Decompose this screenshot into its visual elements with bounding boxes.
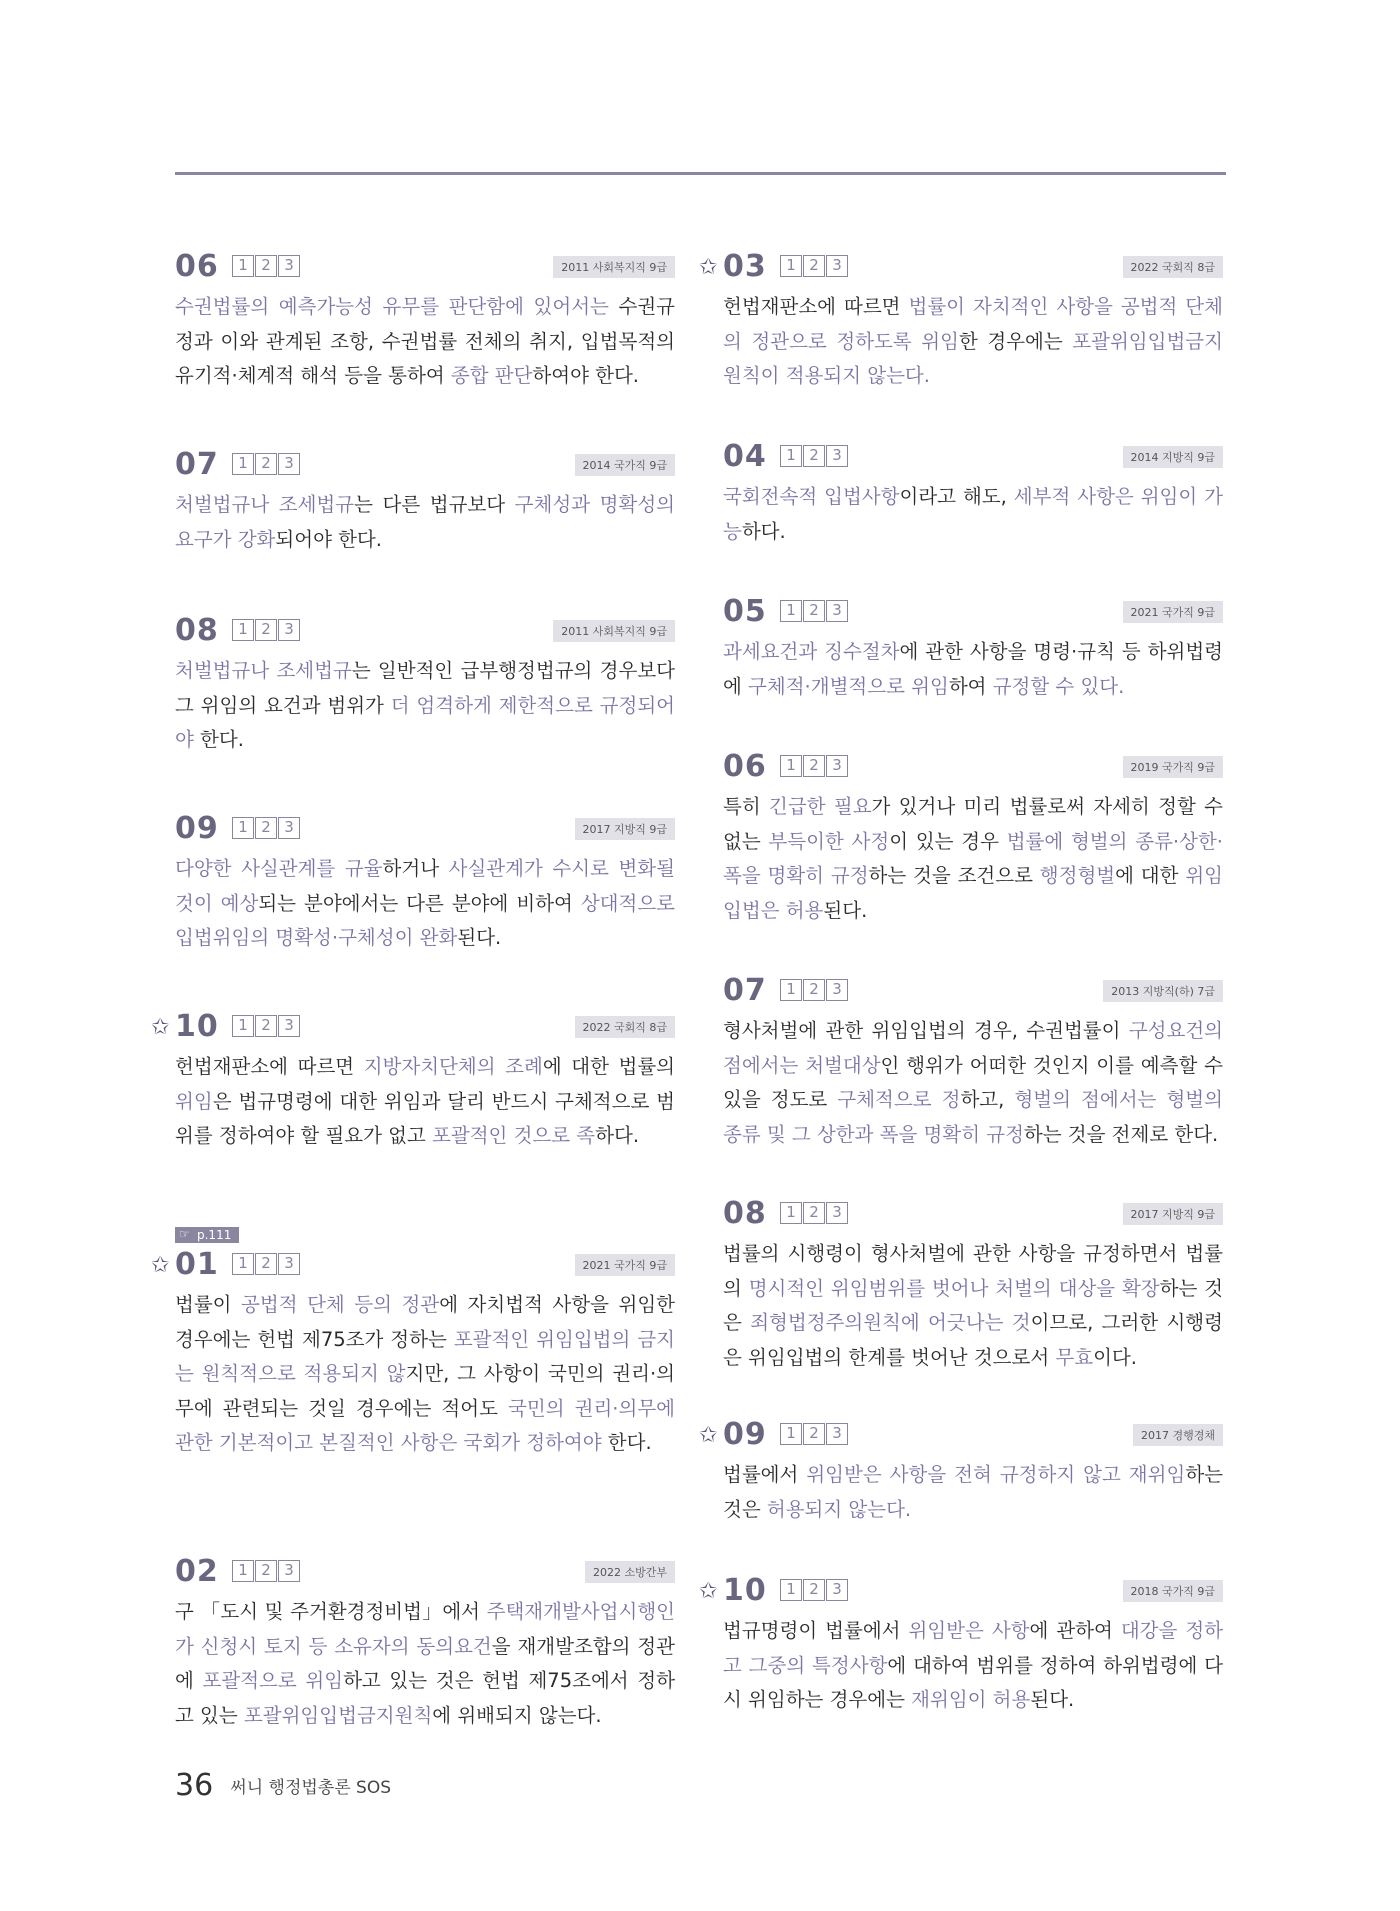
statement-text: 이다. xyxy=(1093,1345,1137,1369)
highlighted-text: 세부적 사항은 위임이 가능 xyxy=(723,485,1224,543)
question-number: 08 xyxy=(723,1196,767,1231)
highlighted-text: 재위임이 허용 xyxy=(911,1688,1031,1711)
exam-source-badge: 2021 국가직 9급 xyxy=(1123,601,1224,623)
exam-source-badge: 2022 국회직 8급 xyxy=(575,1016,676,1038)
question-item xyxy=(175,448,675,557)
highlighted-text: 형벌의 점에서는 형벌의 종류 및 그 상한과 폭을 명확히 규정 xyxy=(723,1088,1223,1146)
question-header xyxy=(723,750,1223,784)
question-header xyxy=(723,974,1223,1008)
statement-text: 하고 있는 것은 헌법 제75조에서 정하고 있는 xyxy=(175,1669,675,1727)
review-checkbox[interactable]: 1 xyxy=(232,1253,254,1275)
review-checkbox[interactable]: 3 xyxy=(278,1253,300,1275)
highlighted-text: 포괄위임입법금지원칙 xyxy=(243,1703,433,1727)
statement-text: 하는 것은 xyxy=(723,1463,1224,1521)
statement-text: 에 대한 법률의 xyxy=(542,1055,676,1078)
review-checkboxes[interactable] xyxy=(232,1015,300,1037)
question-number: 07 xyxy=(175,447,219,482)
page-footer xyxy=(175,1768,391,1803)
question-header xyxy=(723,440,1223,474)
highlighted-text: 구체적·개별적으로 위임 xyxy=(748,674,949,698)
review-checkbox[interactable]: 1 xyxy=(232,255,254,277)
statement-text: 된다. xyxy=(457,926,502,949)
highlighted-text: 국회전속적 입법사항 xyxy=(723,485,900,508)
review-checkbox[interactable]: 1 xyxy=(232,1560,254,1582)
highlighted-text: 무효 xyxy=(1055,1345,1094,1369)
review-checkbox[interactable]: 1 xyxy=(780,1423,802,1445)
question-item xyxy=(699,1417,1224,1527)
highlighted-text: 죄형법정주의원칙에 어긋나는 것 xyxy=(750,1311,1031,1334)
question-number: 10 xyxy=(723,1573,767,1608)
statement-text: 가 있거나 미리 법률로써 자세히 정할 수 없는 xyxy=(723,795,1223,853)
highlighted-text: 포괄적으로 위임 xyxy=(202,1669,344,1692)
highlighted-text: 명시적인 위임범위를 벗어나 처벌의 대상을 확장 xyxy=(748,1276,1160,1300)
review-checkbox[interactable]: 1 xyxy=(780,1579,802,1601)
highlighted-text: 주택재개발사업시행인가 신청시 토지 등 소유자의 동의요건 xyxy=(175,1600,675,1658)
review-checkboxes[interactable] xyxy=(780,755,848,777)
review-checkbox[interactable]: 1 xyxy=(232,1015,254,1037)
question-item xyxy=(151,1009,676,1154)
statement-text: 하거나 xyxy=(382,857,449,880)
review-checkboxes[interactable] xyxy=(232,1253,300,1275)
exam-source-badge: 2022 소방간부 xyxy=(585,1561,675,1583)
review-checkboxes[interactable] xyxy=(780,979,848,1001)
exam-source-badge: 2018 국가직 9급 xyxy=(1123,1580,1224,1602)
review-checkbox[interactable]: 2 xyxy=(255,1560,277,1582)
star-icon: ✩ xyxy=(151,1015,170,1040)
question-number: 09 xyxy=(723,1417,767,1452)
review-checkboxes[interactable] xyxy=(780,1579,848,1601)
question-statement xyxy=(723,1458,1223,1527)
review-checkbox[interactable]: 2 xyxy=(803,1579,825,1601)
question-number: 01 xyxy=(175,1247,219,1282)
question-statement xyxy=(175,1595,675,1733)
statement-text: 지만, 그 사항이 국민의 권리·의무에 관련되는 것일 경우에는 적어도 xyxy=(175,1362,675,1420)
pointing-hand-icon: ☞ xyxy=(179,1227,190,1241)
statement-text: 에 대한 xyxy=(1115,864,1186,887)
statement-text: 한 경우에는 xyxy=(958,329,1073,353)
book-title: 써니 행정법총론 SOS xyxy=(230,1778,392,1798)
question-number: 08 xyxy=(175,613,219,648)
statement-text: 는 일반적인 급부행정법규의 경우보다 그 위임의 요건과 범위가 xyxy=(175,659,675,717)
review-checkbox[interactable]: 3 xyxy=(278,817,300,839)
question-header xyxy=(723,1197,1223,1231)
review-checkbox[interactable]: 3 xyxy=(278,1015,300,1037)
question-header xyxy=(723,595,1223,629)
highlighted-text: 처벌법규나 조세법규 xyxy=(175,659,352,682)
question-statement xyxy=(175,654,675,758)
question-number: 02 xyxy=(175,1554,219,1589)
highlighted-text: 더 엄격하게 제한적으로 규정되어야 xyxy=(175,693,675,751)
statement-text: 을 재개발조합의 정관에 xyxy=(175,1634,675,1692)
statement-text: 하는 것은 xyxy=(723,1276,1223,1334)
review-checkbox[interactable]: 2 xyxy=(803,600,825,622)
highlighted-text: 종합 판단 xyxy=(450,364,533,387)
question-header xyxy=(151,1247,675,1282)
review-checkbox[interactable]: 2 xyxy=(255,1253,277,1275)
exam-source-badge: 2011 사회복지직 9급 xyxy=(553,620,675,642)
question-item xyxy=(723,1197,1223,1375)
exam-source-badge: 2014 국가직 9급 xyxy=(575,454,676,476)
highlighted-text: 지방자치단체의 조례 xyxy=(363,1055,543,1078)
statement-text: 이라고 해도, xyxy=(899,485,1014,508)
statement-text: 하고, xyxy=(960,1088,1015,1111)
question-number: 10 xyxy=(175,1009,219,1044)
review-checkbox[interactable]: 3 xyxy=(826,1202,848,1224)
star-icon: ✩ xyxy=(151,1253,170,1278)
page-reference-tag xyxy=(175,1227,239,1243)
review-checkboxes[interactable] xyxy=(780,1202,848,1224)
top-rule xyxy=(175,172,1226,175)
review-checkbox[interactable]: 1 xyxy=(780,445,802,467)
review-checkboxes[interactable] xyxy=(780,445,848,467)
question-statement xyxy=(723,1614,1223,1718)
highlighted-text: 위임받은 사항을 전혀 규정하지 않고 재위임 xyxy=(806,1463,1186,1486)
exam-source-badge: 2014 지방직 9급 xyxy=(1123,446,1224,468)
exam-source-badge: 2021 국가직 9급 xyxy=(575,1254,676,1276)
exam-source-badge: 2013 지방직(하) 7급 xyxy=(1103,980,1223,1002)
exam-source-badge: 2017 지방직 9급 xyxy=(575,818,676,840)
statement-text: 하다. xyxy=(595,1124,640,1147)
star-icon: ✩ xyxy=(699,255,718,280)
review-checkbox[interactable]: 1 xyxy=(780,255,802,277)
statement-text: 법률에서 xyxy=(723,1463,807,1486)
question-number: 04 xyxy=(723,439,767,474)
highlighted-text: 위임 xyxy=(175,1089,213,1113)
exam-source-badge: 2019 국가직 9급 xyxy=(1123,756,1224,778)
highlighted-text: 다양한 사실관계를 규율 xyxy=(175,857,383,880)
question-header xyxy=(699,1417,1223,1452)
review-checkboxes[interactable] xyxy=(780,1423,848,1445)
review-checkbox[interactable]: 2 xyxy=(803,255,825,277)
question-header xyxy=(175,614,675,648)
question-statement xyxy=(175,488,675,557)
review-checkbox[interactable]: 3 xyxy=(278,255,300,277)
question-item xyxy=(723,750,1223,928)
review-checkbox[interactable]: 1 xyxy=(780,1202,802,1224)
statement-text: 에 위배되지 않는다. xyxy=(432,1703,602,1727)
statement-text: 에 대하여 범위를 정하여 하위법령에 다시 위임하는 경우에는 xyxy=(723,1653,1224,1711)
page-number: 36 xyxy=(175,1768,214,1803)
review-checkboxes[interactable] xyxy=(232,619,300,641)
question-number: 07 xyxy=(723,973,767,1008)
highlighted-text: 법률이 자치적인 사항을 공법적 단체의 정관으로 정하도록 위임 xyxy=(723,295,1223,353)
question-item xyxy=(151,1247,675,1461)
review-checkbox[interactable]: 3 xyxy=(826,1423,848,1445)
review-checkbox[interactable]: 2 xyxy=(803,445,825,467)
review-checkbox[interactable]: 3 xyxy=(826,445,848,467)
question-item xyxy=(175,1555,675,1733)
statement-text: 되는 분야에서는 다른 분야에 비하여 xyxy=(258,891,581,915)
question-header xyxy=(175,250,675,284)
highlighted-text: 긴급한 필요 xyxy=(769,795,872,818)
question-number: 09 xyxy=(175,811,219,846)
review-checkbox[interactable]: 2 xyxy=(803,1202,825,1224)
review-checkbox[interactable]: 2 xyxy=(255,453,277,475)
review-checkbox[interactable]: 3 xyxy=(826,979,848,1001)
question-number: 06 xyxy=(175,249,219,284)
review-checkbox[interactable]: 1 xyxy=(780,755,802,777)
highlighted-text: 구성요건의 점에서는 처벌대상 xyxy=(723,1019,1223,1077)
star-icon: ✩ xyxy=(699,1579,718,1604)
statement-text: 한다. xyxy=(601,1431,652,1454)
review-checkbox[interactable]: 3 xyxy=(826,1579,848,1601)
highlighted-text: 수권법률의 예측가능성 유무를 판단함에 있어서는 xyxy=(175,295,619,318)
statement-text: 에 관한 사항을 명령·규칙 등 하위법령에 xyxy=(723,640,1223,698)
review-checkboxes[interactable] xyxy=(232,255,300,277)
highlighted-text: 규정할 수 있다. xyxy=(992,674,1125,698)
statement-text: 하는 것을 전제로 한다. xyxy=(1023,1122,1219,1146)
statement-text: 한다. xyxy=(193,728,244,751)
review-checkboxes[interactable] xyxy=(232,817,300,839)
statement-text: 에 관하여 xyxy=(1029,1619,1121,1642)
statement-text: 형사처벌에 관한 위임입법의 경우, 수권법률이 xyxy=(723,1019,1129,1042)
highlighted-text: 대강을 정하고 그중의 특정사항 xyxy=(723,1619,1223,1677)
highlighted-text: 부득이한 사정 xyxy=(768,829,890,853)
highlighted-text: 포괄적인 위임입법의 금지는 원칙적으로 적용되지 않 xyxy=(175,1327,675,1385)
question-statement xyxy=(175,290,675,394)
highlighted-text: 국민의 권리·의무에 관한 기본적이고 본질적인 사항은 국회가 정하여야 xyxy=(175,1396,675,1454)
review-checkboxes[interactable] xyxy=(232,1560,300,1582)
question-item xyxy=(723,974,1223,1152)
highlighted-text: 처벌법규나 조세법규 xyxy=(175,493,355,516)
question-item xyxy=(175,812,675,956)
review-checkbox[interactable]: 1 xyxy=(232,453,254,475)
question-statement xyxy=(723,480,1223,549)
statement-text: 하다. xyxy=(741,519,786,543)
review-checkbox[interactable]: 3 xyxy=(826,600,848,622)
highlighted-text: 허용되지 않는다. xyxy=(766,1497,912,1521)
review-checkbox[interactable]: 3 xyxy=(278,453,300,475)
question-statement xyxy=(175,1288,675,1461)
question-header xyxy=(151,1009,675,1044)
statement-text: 법규명령이 법률에서 xyxy=(723,1619,909,1642)
statement-text: 법률의 시행령이 형사처벌에 관한 사항을 규정하면서 법률의 xyxy=(723,1242,1223,1300)
statement-text: 된다. xyxy=(823,898,868,922)
review-checkbox[interactable]: 3 xyxy=(278,1560,300,1582)
statement-text: 헌법재판소에 따르면 xyxy=(175,1055,364,1078)
statement-text: 특히 xyxy=(723,795,770,818)
star-icon: ✩ xyxy=(699,1423,718,1448)
statement-text: 된다. xyxy=(1030,1688,1075,1711)
statement-text: 이 있는 경우 xyxy=(889,829,1007,853)
statement-text: 하여 xyxy=(948,674,993,698)
question-number: 06 xyxy=(723,749,767,784)
statement-text: 은 법규명령에 대한 위임과 달리 반드시 구체적으로 범위를 정하여야 할 필요가 없고 xyxy=(175,1089,675,1147)
question-statement xyxy=(723,790,1223,928)
review-checkbox[interactable]: 1 xyxy=(780,600,802,622)
question-statement xyxy=(175,1050,675,1154)
question-statement xyxy=(723,1237,1223,1375)
highlighted-text: 포괄위임입법금지원칙이 적용되지 않는다. xyxy=(723,329,1223,387)
highlighted-text: 위임받은 사항 xyxy=(908,1619,1030,1642)
page-reference-label: p.111 xyxy=(197,1228,232,1242)
statement-text: 인 행위가 어떠한 것인지 이를 예측할 수 있을 정도로 xyxy=(723,1053,1223,1111)
review-checkbox[interactable]: 2 xyxy=(255,1015,277,1037)
question-item xyxy=(723,595,1223,704)
highlighted-text: 공법적 단체 등의 정관 xyxy=(241,1293,440,1316)
review-checkbox[interactable]: 2 xyxy=(255,255,277,277)
highlighted-text: 행정형벌 xyxy=(1039,864,1116,887)
highlighted-text: 과세요건과 징수절차 xyxy=(723,640,900,663)
highlighted-text: 포괄적인 것으로 족 xyxy=(432,1124,596,1147)
statement-text: 하는 것을 조건으로 xyxy=(868,864,1040,887)
review-checkbox[interactable]: 3 xyxy=(826,255,848,277)
highlighted-text: 사실관계가 수시로 변화될 것이 예상 xyxy=(175,857,675,915)
review-checkboxes[interactable] xyxy=(780,255,848,277)
question-statement xyxy=(723,1014,1223,1152)
statement-text: 에 자치법적 사항을 위임한 경우에는 헌법 제75조가 정하는 xyxy=(175,1293,675,1351)
question-header xyxy=(175,448,675,482)
question-header xyxy=(699,1573,1223,1608)
highlighted-text: 구체적으로 정 xyxy=(837,1088,961,1111)
question-statement xyxy=(175,852,675,956)
question-header xyxy=(699,249,1223,284)
question-number: 05 xyxy=(723,594,767,629)
highlighted-text: 구체성과 명확성의 요구가 강화 xyxy=(175,493,675,551)
review-checkbox[interactable]: 2 xyxy=(803,1423,825,1445)
exam-source-badge: 2022 국회직 8급 xyxy=(1123,256,1224,278)
review-checkbox[interactable]: 2 xyxy=(255,619,277,641)
review-checkbox[interactable]: 1 xyxy=(232,817,254,839)
review-checkbox[interactable]: 3 xyxy=(278,619,300,641)
review-checkbox[interactable]: 2 xyxy=(803,755,825,777)
question-number: 03 xyxy=(723,249,767,284)
question-item xyxy=(699,249,1223,394)
exam-source-badge: 2011 사회복지직 9급 xyxy=(553,256,675,278)
question-header xyxy=(175,812,675,846)
exam-source-badge: 2017 지방직 9급 xyxy=(1123,1203,1224,1225)
review-checkbox[interactable]: 1 xyxy=(232,619,254,641)
question-statement xyxy=(723,635,1223,704)
highlighted-text: 법률에 형벌의 종류·상한·폭을 명확히 규정 xyxy=(723,829,1223,887)
question-item xyxy=(175,614,675,758)
statement-text: 수권규정과 이와 관계된 조항, 수권법률 전체의 취지, 입법목적의 유기적·체계적 해석 등을 통하여 xyxy=(175,295,675,387)
question-header xyxy=(175,1555,675,1589)
statement-text: 하여야 한다. xyxy=(532,364,640,387)
question-statement xyxy=(723,290,1223,394)
review-checkboxes[interactable] xyxy=(780,600,848,622)
statement-text: 되어야 한다. xyxy=(275,527,382,551)
question-item xyxy=(723,440,1223,549)
statement-text: 이므로, 그러한 시행령은 위임입법의 한계를 벗어난 것으로서 xyxy=(723,1311,1223,1369)
review-checkbox[interactable]: 2 xyxy=(255,817,277,839)
statement-text: 구 「도시 및 주거환경정비법」에서 xyxy=(175,1600,487,1623)
review-checkboxes[interactable] xyxy=(232,453,300,475)
review-checkbox[interactable]: 3 xyxy=(826,755,848,777)
question-item xyxy=(699,1573,1224,1718)
statement-text: 는 다른 법규보다 xyxy=(354,493,515,516)
highlighted-text: 상대적으로 입법위임의 명확성·구체성이 완화 xyxy=(175,891,675,949)
statement-text: 법률이 xyxy=(175,1293,242,1316)
question-item xyxy=(175,250,675,394)
exam-source-badge: 2017 경행경채 xyxy=(1133,1424,1223,1446)
review-checkbox[interactable]: 2 xyxy=(803,979,825,1001)
review-checkbox[interactable]: 1 xyxy=(780,979,802,1001)
statement-text: 헌법재판소에 따르면 xyxy=(723,295,909,318)
highlighted-text: 위임입법은 허용 xyxy=(723,864,1223,922)
